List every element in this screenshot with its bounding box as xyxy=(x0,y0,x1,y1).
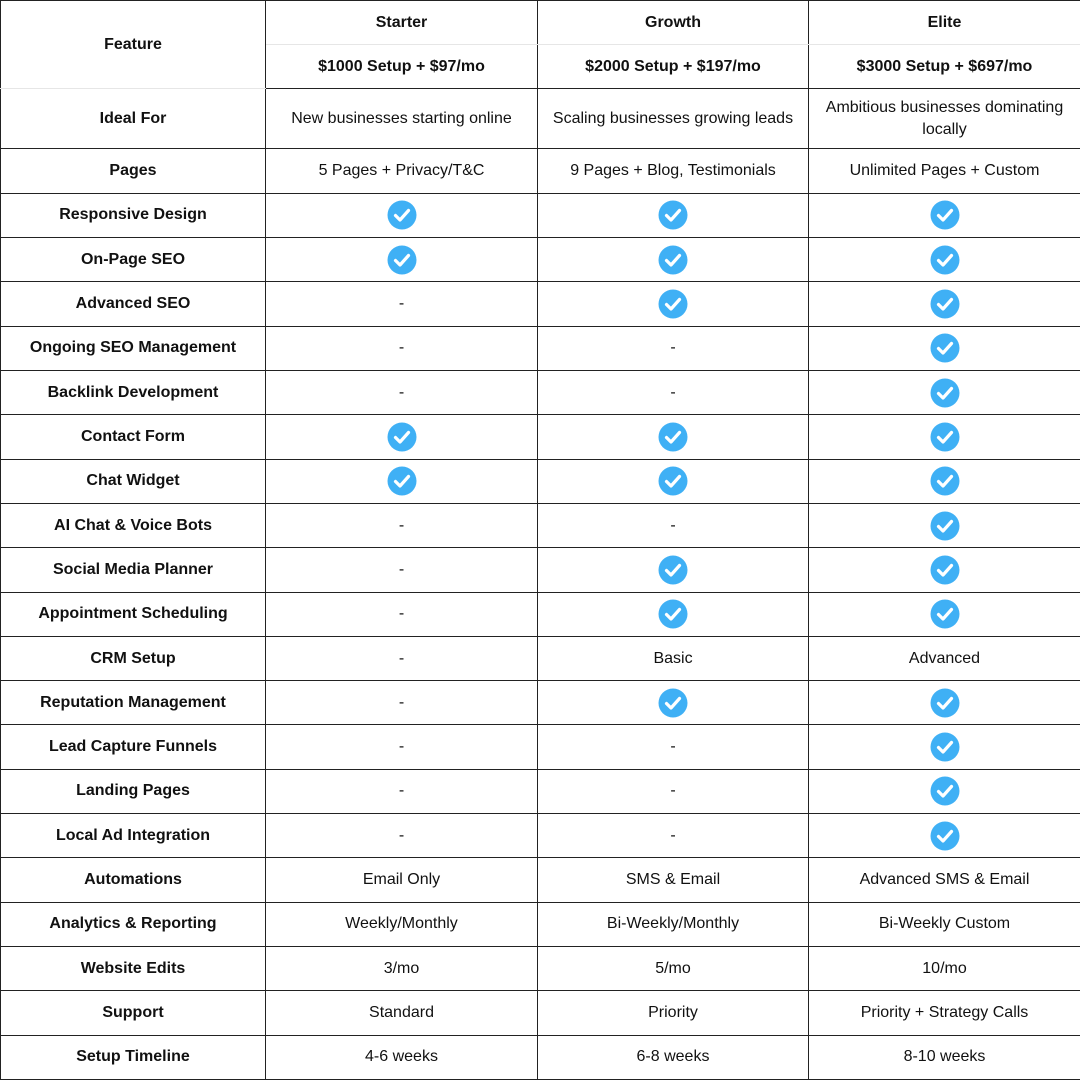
dash-mark: - xyxy=(398,826,405,844)
check-icon xyxy=(930,289,960,319)
cell-value: Bi-Weekly Custom xyxy=(809,902,1080,946)
cell-value: New businesses starting online xyxy=(266,89,538,149)
cell-not-included xyxy=(266,636,538,680)
feature-label-pages: Pages xyxy=(1,149,266,193)
table-row xyxy=(1,193,1080,237)
check-icon xyxy=(930,200,960,230)
cell-value: 5/mo xyxy=(538,947,809,991)
check-icon xyxy=(658,599,688,629)
dash-mark: - xyxy=(398,738,405,756)
table-row xyxy=(1,282,1080,326)
feature-label-setup-timeline: Setup Timeline xyxy=(1,1035,266,1079)
cell-value: Email Only xyxy=(266,858,538,902)
feature-label-contact-form: Contact Form xyxy=(1,415,266,459)
feature-label-website-edits: Website Edits xyxy=(1,947,266,991)
check-icon xyxy=(930,776,960,806)
cell-value: Bi-Weekly/Monthly xyxy=(538,902,809,946)
table-row xyxy=(1,459,1080,503)
plan-price-elite: $3000 Setup + $697/mo xyxy=(809,45,1080,89)
cell-not-included xyxy=(538,814,809,858)
table-row xyxy=(1,238,1080,282)
check-icon xyxy=(930,466,960,496)
cell-included xyxy=(809,503,1080,547)
dash-mark: - xyxy=(398,295,405,313)
dash-mark: - xyxy=(398,339,405,357)
cell-value: Standard xyxy=(266,991,538,1035)
table-row xyxy=(1,503,1080,547)
check-icon xyxy=(387,422,417,452)
check-icon xyxy=(930,511,960,541)
cell-included xyxy=(809,769,1080,813)
plan-name-growth: Growth xyxy=(538,1,809,45)
dash-mark: - xyxy=(670,516,676,534)
check-icon xyxy=(658,289,688,319)
cell-included xyxy=(538,415,809,459)
table-row xyxy=(1,947,1080,991)
dash-mark: - xyxy=(398,383,405,401)
cell-not-included xyxy=(538,326,809,370)
feature-label-ongoing-seo-management: Ongoing SEO Management xyxy=(1,326,266,370)
cell-included xyxy=(809,459,1080,503)
dash-mark: - xyxy=(670,738,676,756)
dash-mark: - xyxy=(670,383,676,401)
feature-label-local-ad-integration: Local Ad Integration xyxy=(1,814,266,858)
feature-label-on-page-seo: On-Page SEO xyxy=(1,238,266,282)
table-row xyxy=(1,725,1080,769)
cell-value: 5 Pages + Privacy/T&C xyxy=(266,149,538,193)
cell-value: Unlimited Pages + Custom xyxy=(809,149,1080,193)
cell-included xyxy=(266,459,538,503)
cell-value: 6-8 weeks xyxy=(538,1035,809,1079)
feature-label-appointment-scheduling: Appointment Scheduling xyxy=(1,592,266,636)
cell-value: Ambitious businesses dominating locally xyxy=(809,89,1080,149)
check-icon xyxy=(387,200,417,230)
cell-included xyxy=(266,238,538,282)
feature-column-header: Feature xyxy=(1,1,266,89)
cell-included xyxy=(538,238,809,282)
cell-not-included xyxy=(266,592,538,636)
cell-not-included xyxy=(266,326,538,370)
table-row xyxy=(1,858,1080,902)
cell-value: 8-10 weeks xyxy=(809,1035,1080,1079)
cell-included xyxy=(809,548,1080,592)
feature-label-crm-setup: CRM Setup xyxy=(1,636,266,680)
table-row xyxy=(1,636,1080,680)
cell-value: Priority + Strategy Calls xyxy=(809,991,1080,1035)
check-icon xyxy=(658,688,688,718)
feature-label-analytics-reporting: Analytics & Reporting xyxy=(1,902,266,946)
feature-label-ideal-for: Ideal For xyxy=(1,89,266,149)
check-icon xyxy=(658,466,688,496)
dash-mark: - xyxy=(398,516,405,534)
check-icon xyxy=(658,245,688,275)
check-icon xyxy=(930,599,960,629)
table-row xyxy=(1,902,1080,946)
cell-included xyxy=(538,681,809,725)
table-row xyxy=(1,814,1080,858)
cell-value: 4-6 weeks xyxy=(266,1035,538,1079)
cell-included xyxy=(809,814,1080,858)
check-icon xyxy=(930,378,960,408)
feature-label-chat-widget: Chat Widget xyxy=(1,459,266,503)
cell-included xyxy=(538,548,809,592)
cell-value: Advanced xyxy=(809,636,1080,680)
table-row xyxy=(1,681,1080,725)
cell-included xyxy=(266,415,538,459)
dash-mark: - xyxy=(398,782,405,800)
cell-value: Priority xyxy=(538,991,809,1035)
table-row xyxy=(1,592,1080,636)
check-icon xyxy=(930,821,960,851)
cell-included xyxy=(809,193,1080,237)
check-icon xyxy=(658,555,688,585)
dash-mark: - xyxy=(670,339,676,357)
cell-value: 3/mo xyxy=(266,947,538,991)
cell-value: 9 Pages + Blog, Testimonials xyxy=(538,149,809,193)
dash-mark: - xyxy=(398,693,405,711)
cell-included xyxy=(809,238,1080,282)
cell-included xyxy=(538,592,809,636)
check-icon xyxy=(930,422,960,452)
check-icon xyxy=(930,688,960,718)
plan-name-starter: Starter xyxy=(266,1,538,45)
check-icon xyxy=(387,466,417,496)
cell-included xyxy=(809,725,1080,769)
check-icon xyxy=(930,245,960,275)
cell-included xyxy=(809,592,1080,636)
feature-label-advanced-seo: Advanced SEO xyxy=(1,282,266,326)
feature-label-reputation-management: Reputation Management xyxy=(1,681,266,725)
plan-price-starter: $1000 Setup + $97/mo xyxy=(266,45,538,89)
cell-value: Weekly/Monthly xyxy=(266,902,538,946)
check-icon xyxy=(658,200,688,230)
cell-not-included xyxy=(538,370,809,414)
feature-label-social-media-planner: Social Media Planner xyxy=(1,548,266,592)
cell-value: Scaling businesses growing leads xyxy=(538,89,809,149)
table-row xyxy=(1,149,1080,193)
feature-label-landing-pages: Landing Pages xyxy=(1,769,266,813)
dash-mark: - xyxy=(398,560,405,578)
cell-not-included xyxy=(266,370,538,414)
table-row xyxy=(1,548,1080,592)
check-icon xyxy=(387,245,417,275)
check-icon xyxy=(930,555,960,585)
cell-not-included xyxy=(266,769,538,813)
cell-not-included xyxy=(538,769,809,813)
feature-label-backlink-development: Backlink Development xyxy=(1,370,266,414)
cell-not-included xyxy=(266,503,538,547)
feature-label-lead-capture-funnels: Lead Capture Funnels xyxy=(1,725,266,769)
cell-value: SMS & Email xyxy=(538,858,809,902)
cell-not-included xyxy=(266,814,538,858)
dash-mark: - xyxy=(670,782,676,800)
table-row xyxy=(1,415,1080,459)
cell-not-included xyxy=(266,282,538,326)
dash-mark: - xyxy=(398,605,405,623)
check-icon xyxy=(930,333,960,363)
table-row xyxy=(1,1035,1080,1079)
cell-included xyxy=(809,282,1080,326)
cell-included xyxy=(809,415,1080,459)
cell-included xyxy=(538,193,809,237)
cell-included xyxy=(538,282,809,326)
cell-value: 10/mo xyxy=(809,947,1080,991)
cell-value: Basic xyxy=(538,636,809,680)
feature-label-support: Support xyxy=(1,991,266,1035)
table-row xyxy=(1,370,1080,414)
feature-label-automations: Automations xyxy=(1,858,266,902)
dash-mark: - xyxy=(398,649,405,667)
table-row xyxy=(1,991,1080,1035)
cell-included xyxy=(266,193,538,237)
check-icon xyxy=(658,422,688,452)
cell-included xyxy=(809,370,1080,414)
table-row xyxy=(1,89,1080,149)
dash-mark: - xyxy=(670,826,676,844)
cell-not-included xyxy=(266,681,538,725)
table-row xyxy=(1,326,1080,370)
cell-included xyxy=(538,459,809,503)
cell-not-included xyxy=(266,548,538,592)
cell-included xyxy=(809,326,1080,370)
table-row xyxy=(1,769,1080,813)
cell-not-included xyxy=(538,725,809,769)
cell-not-included xyxy=(266,725,538,769)
cell-included xyxy=(809,681,1080,725)
plan-name-elite: Elite xyxy=(809,1,1080,45)
check-icon xyxy=(930,732,960,762)
feature-label-ai-chat-voice-bots: AI Chat & Voice Bots xyxy=(1,503,266,547)
feature-label-responsive-design: Responsive Design xyxy=(1,193,266,237)
cell-not-included xyxy=(538,503,809,547)
plan-price-growth: $2000 Setup + $197/mo xyxy=(538,45,809,89)
cell-value: Advanced SMS & Email xyxy=(809,858,1080,902)
feature-rows xyxy=(1,89,1080,1080)
